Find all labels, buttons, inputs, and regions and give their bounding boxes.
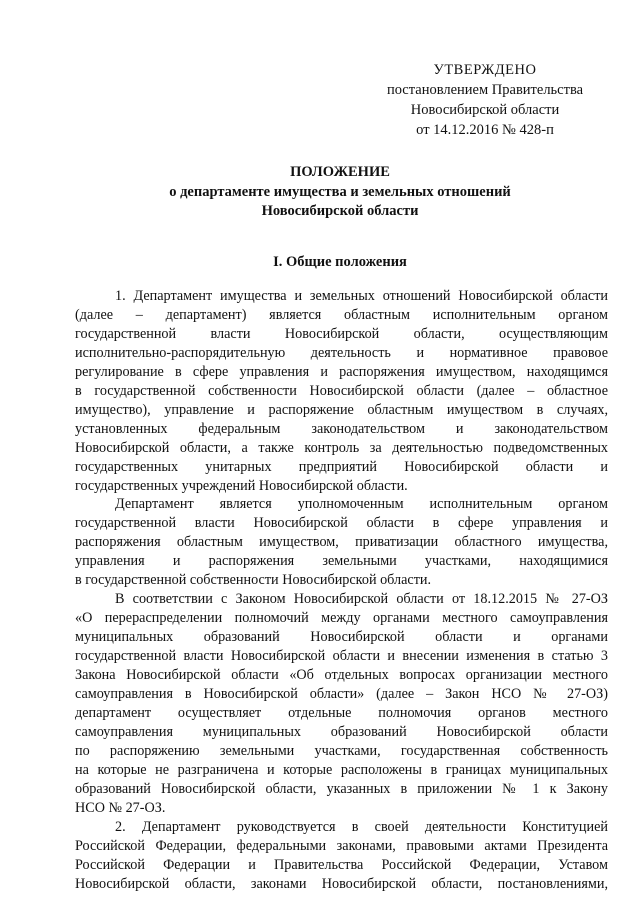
body-line: управления и распоряжения земельными участками, находящимися	[75, 553, 608, 570]
document-title	[70, 163, 610, 222]
body-line: Российской Федерации и Правительства Российской Федерации, Уставом	[75, 856, 608, 873]
title-line-3: Новосибирской области	[261, 203, 419, 219]
body-line: образований Новосибирской области, указанных в приложении № 1 к Закону	[75, 780, 608, 797]
body-line: самоуправления муниципальных образований Новосибирской области	[75, 723, 608, 740]
body-line: в государственной собственности Новосибирской области.	[75, 572, 432, 589]
body-line: 1. Департамент имущества и земельных отношений Новосибирской области	[115, 288, 608, 304]
approval-line-2: Новосибирской области	[410, 102, 560, 118]
body-line: НСО № 27-ОЗ.	[75, 799, 166, 816]
body-line: самоуправления в Новосибирской области» (далее – Закон НСО № 27-ОЗ)	[75, 686, 608, 703]
body-line: государственных унитарных предприятий Новосибирской области и	[75, 458, 608, 475]
title-line-1: ПОЛОЖЕНИЕ	[290, 164, 390, 180]
body-line: государственных учреждений Новосибирской области.	[75, 477, 408, 494]
approval-stamp	[380, 60, 590, 140]
body-line: В соответствии с Законом Новосибирской области от 18.12.2015 № 27-ОЗ	[115, 591, 608, 608]
body-line: по распоряжению земельными участками, государственная собственность	[75, 742, 608, 759]
body-line: 2. Департамент руководствуется в своей деятельности Конституцией	[115, 818, 608, 835]
body-line: Департамент является уполномоченным исполнительным органом	[115, 496, 608, 513]
body-line: Закона Новосибирской области «Об отдельных вопросах организации местного	[75, 667, 608, 684]
body-line: «О перераспределении полномочий между органами местного самоуправления	[75, 610, 608, 627]
body-line: в государственной собственности Новосибирской области (далее – областное	[75, 382, 608, 399]
body-line: Новосибирской области, законами Новосибирской области, постановлениями,	[75, 875, 608, 892]
section-heading: I. Общие положения	[273, 254, 407, 270]
body-line: государственной власти Новосибирской области, осуществляющим	[75, 325, 608, 342]
body-line: муниципальных образований Новосибирской области и органами	[75, 629, 608, 646]
body-text	[75, 287, 608, 894]
body-line: исполнительно-распорядительную деятельность и нормативное правовое	[75, 344, 608, 361]
body-line: Российской Федерации, федеральными законами, правовыми актами Президента	[75, 837, 608, 854]
body-line: установленных федеральным законодательством и законодательством	[75, 420, 608, 437]
title-line-2: о департаменте имущества и земельных отношений	[169, 183, 511, 200]
body-line: Новосибирской области, а также контроль за деятельностью подведомственных	[75, 439, 608, 456]
body-line: государственной власти Новосибирской области и внесении изменения в статью 3	[75, 648, 608, 665]
body-line: (далее – департамент) является областным исполнительным органом	[75, 306, 608, 323]
body-line: на которые не разграничена и которые расположены в границах муниципальных	[75, 761, 608, 778]
body-line: имущество), управление и распоряжение областным имуществом в случаях,	[75, 401, 608, 418]
approval-line-3: от 14.12.2016 № 428-п	[416, 122, 554, 138]
body-line: регулирование в сфере управления и распоряжения имуществом, находящимся	[75, 363, 608, 380]
body-line: распоряжения областным имуществом, приватизации областного имущества,	[75, 534, 608, 551]
body-line: государственной власти Новосибирской области в сфере управления и	[75, 515, 608, 532]
approval-line-1: постановлением Правительства	[386, 82, 584, 98]
body-line: департамент осуществляет отдельные полномочия органов местного	[75, 704, 608, 721]
approval-title: УТВЕРЖДЕНО	[433, 62, 537, 78]
